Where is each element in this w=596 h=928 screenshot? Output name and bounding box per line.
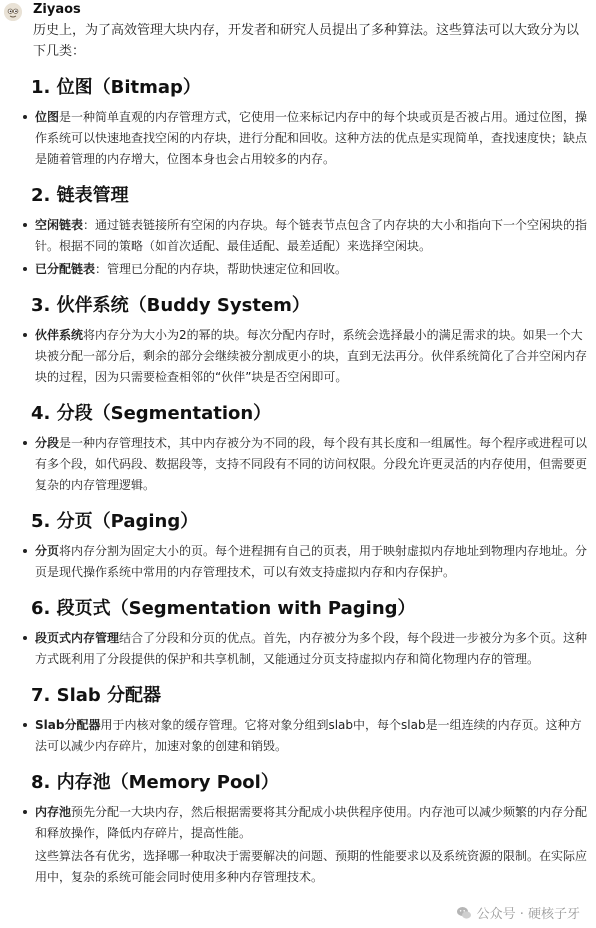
list-item-text: 结合了分段和分页的优点。首先，内存被分为多个段，每个段进一步被分为多个页。这种方式既利用了分段提供的保护和共享机制，又能通过分页支持虚拟内存和简化物理内存的管理。: [35, 631, 588, 666]
list-item-term: 分段: [35, 436, 60, 450]
list-item-term: 已分配链表: [35, 262, 96, 276]
section-heading: 6. 段页式（Segmentation with Paging）: [31, 598, 416, 619]
avatar-icon: [4, 3, 22, 21]
list-item: [33, 433, 589, 496]
section-heading: 3. 伙伴系统（Buddy System）: [31, 295, 310, 316]
watermark-text: 公众号 · 硬核子牙: [476, 907, 580, 922]
list-item: [33, 541, 589, 583]
list-item-text: 预先分配一大块内存，然后根据需要将其分配成小块供程序使用。内存池可以减少频繁的内存分配和释放操作，降低内存碎片，提高性能。: [35, 805, 588, 840]
list-item: [33, 215, 589, 257]
list-item-text: ：通过链表链接所有空闲的内存块。每个链表节点包含了内存块的大小和指向下一个空闲块的指针。根据不同的策略（如首次适配、最佳适配、最差适配）来选择空闲块。: [35, 218, 588, 253]
avatar[interactable]: [4, 3, 22, 21]
section-list: [33, 433, 589, 496]
section-list: [33, 215, 589, 280]
section-list: [33, 715, 589, 757]
section-list: [33, 107, 589, 170]
section-list: [33, 541, 589, 583]
list-item-text: 将内存分为大小为2的幂的块。每次分配内存时，系统会选择最小的满足需求的块。如果一个大块被分配一部分后，剩余的部分会继续被分割成更小的块，直到无法再分。伙伴系统简化了合并空闲内存块的过程，因为只需要检查相邻的“伙伴”块是否空闲即可。: [35, 328, 588, 384]
watermark: [456, 903, 580, 922]
section-list: [33, 628, 589, 670]
list-item-term: 伙伴系统: [35, 328, 84, 342]
wechat-icon: [456, 905, 472, 921]
section-heading: 4. 分段（Segmentation）: [31, 403, 272, 424]
message-content: [33, 20, 589, 888]
list-item: [33, 325, 589, 388]
list-item-term: 分页: [35, 544, 60, 558]
closing-text: 这些算法各有优劣，选择哪一种取决于需要解决的问题、预期的性能要求以及系统资源的限制。在实际应用中，复杂的系统可能会同时使用多种内存管理技术。: [35, 849, 588, 884]
section-heading: 8. 内存池（Memory Pool）: [31, 772, 279, 793]
list-item-term: Slab分配器: [35, 718, 101, 732]
list-item-text: ：管理已分配的内存块，帮助快速定位和回收。: [95, 262, 348, 276]
list-item: [33, 715, 589, 757]
section-heading: 1. 位图（Bitmap）: [31, 77, 201, 98]
section-list: [33, 802, 589, 844]
author-name: Ziyaos: [33, 2, 81, 17]
section-list: [33, 325, 589, 388]
intro-text: 历史上，为了高效管理大块内存，开发者和研究人员提出了多种算法。这些算法可以大致分为以下几类：: [33, 23, 580, 59]
list-item-term: 内存池: [35, 805, 72, 819]
list-item-term: 空闲链表: [35, 218, 84, 232]
list-item: [33, 107, 589, 170]
section-heading: 2. 链表管理: [31, 185, 129, 206]
list-item: [33, 259, 589, 280]
section-heading: 5. 分页（Paging）: [31, 511, 199, 532]
section-heading: 7. Slab 分配器: [31, 685, 162, 706]
list-item: [33, 802, 589, 844]
list-item-term: 段页式内存管理: [35, 631, 120, 645]
list-item-text: 是一种内存管理技术，其中内存被分为不同的段，每个段有其长度和一组属性。每个程序或进程可以有多个段，如代码段、数据段等，支持不同段有不同的访问权限。分段允许更灵活的内存使用，但需要更复杂的内存管理逻辑。: [35, 436, 588, 492]
list-item-text: 将内存分割为固定大小的页。每个进程拥有自己的页表，用于映射虚拟内存地址到物理内存地址。分页是现代操作系统中常用的内存管理技术，可以有效支持虚拟内存和内存保护。: [35, 544, 588, 579]
list-item-text: 是一种简单直观的内存管理方式，它使用一位来标记内存中的每个块或页是否被占用。通过位图，操作系统可以快速地查找空闲的内存块，进行分配和回收。这种方法的优点是实现简单，查找速度快；缺点是随着管理的内存增大，位图本身也会占用较多的内存。: [35, 110, 588, 166]
list-item: [33, 628, 589, 670]
list-item-text: 用于内核对象的缓存管理。它将对象分组到slab中，每个slab是一组连续的内存页。这种方法可以减少内存碎片，加速对象的创建和销毁。: [35, 718, 582, 753]
list-item-term: 位图: [35, 110, 60, 124]
